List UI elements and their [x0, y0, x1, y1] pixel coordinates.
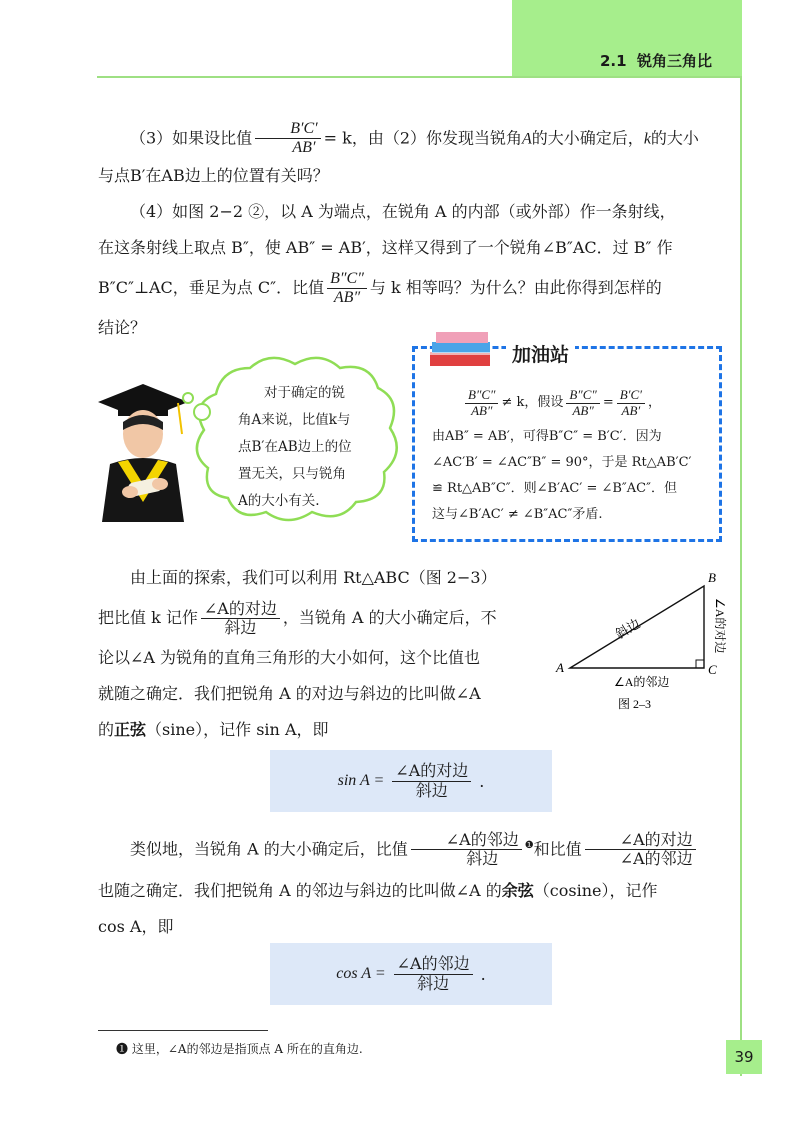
question-4: （4）如图 2−2 ②，以 A 为端点，在锐角 A 的内部（或外部）作一条射线， 在这条射线上取点 B″，使 AB″ = AB′，这样又得到了一个锐角∠B″AC．过 B″ 作 B″C″⊥AC，垂足为点 C″．比值 $\frac{B''C''}{AB''}$ 与 k 相等吗？为什么？由此你得到怎样的 结论？ [98, 202, 676, 337]
hypotenuse-label: 斜边 [612, 615, 643, 642]
gas-station-content: $\frac{B''C''}{AB''}$ ≠ k，假设 $\frac{B''C''}{AB''}$ = $\frac{B'C'}{AB'}$ ， 由AB″ = AB′，可得B″C″ = B′C′．因为 ∠AC′B′ = ∠AC″B″ = 90°，于是 Rt△AB′C′ ≌ Rt△AB″C″．则∠B′AC′ = ∠B″AC″．但 这与∠B′AC′ ≠ ∠B″AC″矛盾. [432, 386, 692, 522]
section-number: 2.1 [600, 52, 627, 70]
footnote-rule [98, 1030, 268, 1031]
opposite-label: ∠A的对边 [713, 598, 727, 654]
cosine-formula-box: cos A = $\frac{\text{∠A的邻边}}{\text{斜边}}$ . [270, 943, 552, 1005]
vertex-b: B [708, 570, 716, 585]
section-heading [600, 50, 712, 71]
section-title: 锐角三角比 [637, 52, 713, 70]
sine-definition: 由上面的探索，我们可以利用 Rt△ABC（图 2−3） 把比值 k 记作 $\frac{\text{∠A的对边}}{\text{斜边}}$ ，当锐角 A 的大小确定后，不 论以∠A 为锐角的直角三角形的大小如何，这个比值也 就随之确定．我们把锐角 A 的对边与斜边的比叫做∠A 的正弦（sine），记作 sin A，即 [98, 568, 497, 739]
page-number: 39 [726, 1040, 762, 1074]
right-triangle-figure [552, 568, 732, 718]
footnote: ❶ 这里，∠A的邻边是指顶点 A 所在的直角边. [116, 1042, 363, 1056]
side-rule [740, 76, 742, 1076]
adjacent-label: ∠A的邻边 [614, 675, 670, 689]
gas-station-title: 加油站 [506, 340, 575, 367]
footnote-marker: ❶ [524, 840, 534, 851]
vertex-a: A [556, 660, 564, 675]
figure-caption: 图 2–3 [618, 697, 652, 711]
books-icon [428, 328, 498, 372]
sine-formula-box: sin A = $\frac{\text{∠A的对边}}{\text{斜边}}$ . [270, 750, 552, 812]
ratio-fraction-2: $\frac{B''C''}{AB''}$ [327, 270, 367, 308]
header-rule [97, 76, 742, 78]
thought-text: 对于确定的锐 角A来说，比值k与 点B′在AB边上的位 置无关，只与锐角 A的大小有关. [238, 385, 352, 509]
cosine-definition: 类似地，当锐角 A 的大小确定后，比值 $\frac{\text{∠A的邻边}}{\text{斜边}}$ $^❶$和比值 $\frac{\text{∠A的对边}}{\text{∠A的邻边}}$ 也随之确定．我们把锐角 A 的邻边与斜边的比叫做∠A 的余弦（cosine），记作 cos A，即 [98, 822, 726, 945]
vertex-c: C [708, 662, 717, 677]
ratio-fraction: $\frac{B'C'}{AB'}$ [255, 120, 320, 158]
question-3: （3）如果设比值 $\frac{B'C'}{AB'}$ = k，由（2）你发现当锐角A的大小确定后，k的大小 与点B′在AB边上的位置有关吗？ [98, 120, 699, 185]
